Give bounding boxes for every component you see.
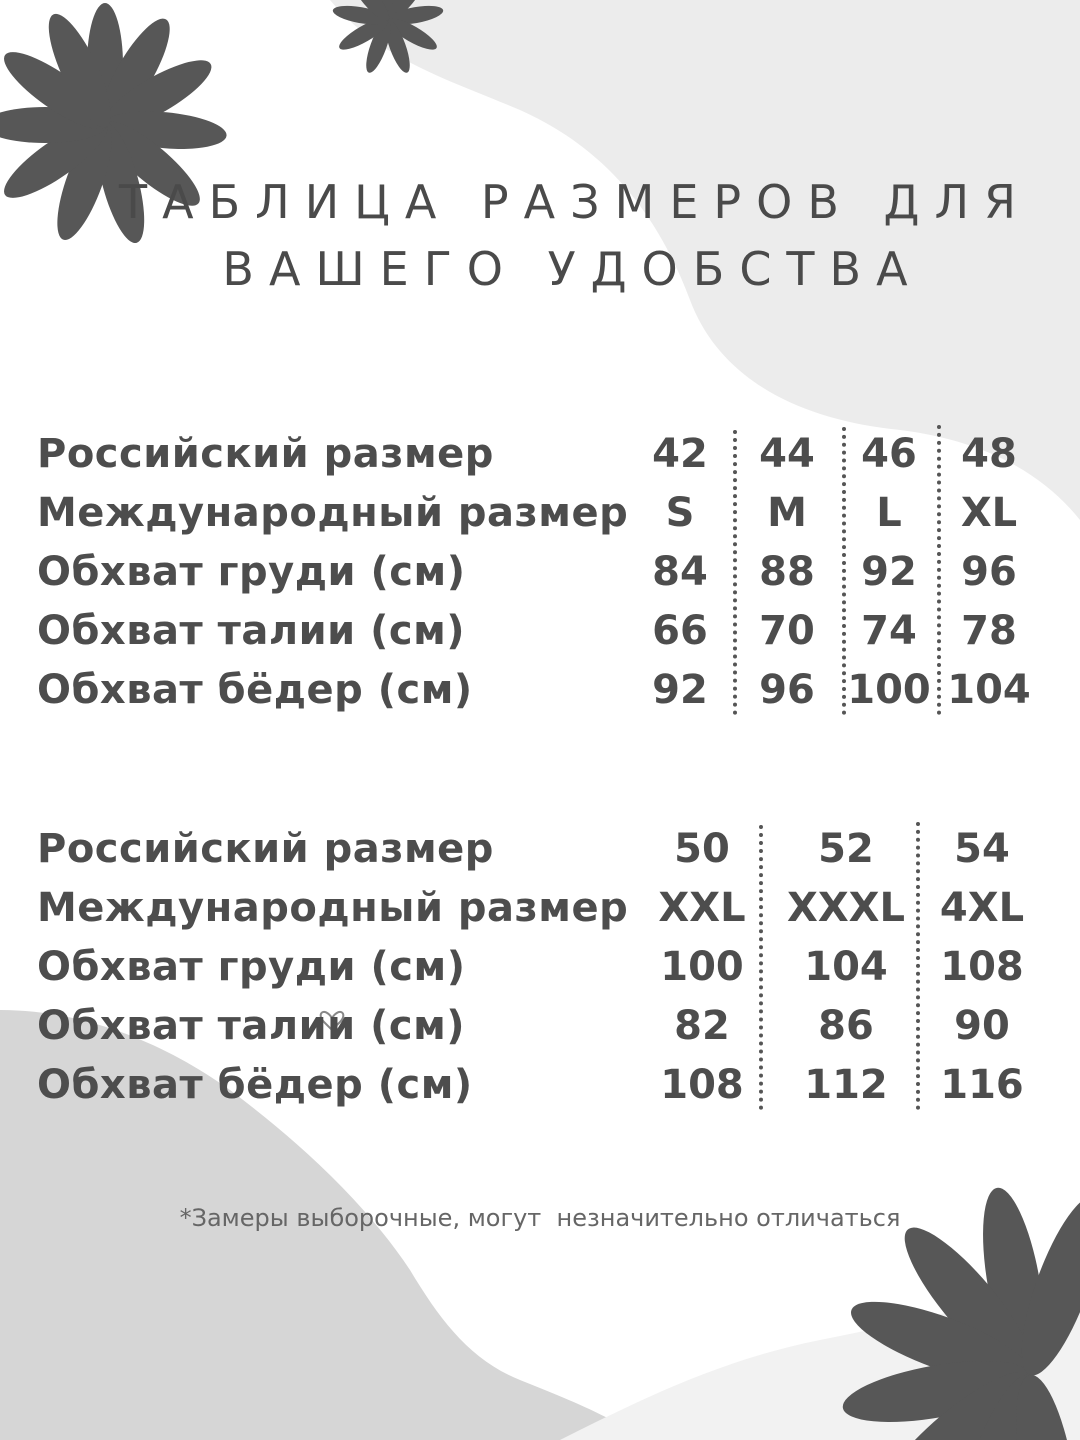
- column-divider: [842, 427, 846, 715]
- table-row: [0, 602, 1080, 660]
- table-row: [0, 425, 1080, 483]
- size-cell: XL: [960, 490, 1018, 536]
- size-cell: 84: [652, 549, 708, 595]
- size-cell: 74: [861, 608, 917, 654]
- size-cell: 116: [940, 1062, 1024, 1108]
- size-cell: 48: [961, 431, 1017, 477]
- size-cell: XXXL: [786, 885, 906, 931]
- footnote: *Замеры выборочные, могут незначительно отличаться: [179, 1204, 901, 1232]
- size-cell: 92: [861, 549, 917, 595]
- size-cell: 54: [954, 826, 1010, 872]
- table-row: [0, 543, 1080, 601]
- size-cell: 42: [652, 431, 708, 477]
- size-cell: M: [767, 490, 807, 536]
- size-cell: 44: [759, 431, 815, 477]
- table-row: [0, 484, 1080, 542]
- row-label: Российский размер: [37, 826, 494, 872]
- size-cell: XXL: [658, 885, 746, 931]
- column-divider: [937, 425, 941, 715]
- size-cell: 96: [759, 667, 815, 713]
- row-label: Обхват талии (см): [37, 1003, 466, 1049]
- size-cell: 4XL: [939, 885, 1025, 931]
- row-label: Обхват бёдер (см): [37, 667, 473, 713]
- size-cell: S: [665, 490, 695, 536]
- column-divider: [916, 822, 920, 1110]
- row-label: Международный размер: [37, 490, 629, 536]
- row-label: Обхват бёдер (см): [37, 1062, 473, 1108]
- size-cell: 46: [861, 431, 917, 477]
- size-cell: 108: [660, 1062, 744, 1108]
- row-label: Обхват талии (см): [37, 608, 466, 654]
- size-cell: 100: [660, 944, 744, 990]
- size-cell: 78: [961, 608, 1017, 654]
- size-cell: 52: [818, 826, 874, 872]
- size-cell: 104: [804, 944, 888, 990]
- size-cell: 88: [759, 549, 815, 595]
- size-cell: 66: [652, 608, 708, 654]
- column-divider: [733, 430, 737, 715]
- size-cell: 92: [652, 667, 708, 713]
- row-label: Обхват груди (см): [37, 549, 466, 595]
- size-cell: 90: [954, 1003, 1010, 1049]
- size-cell: 112: [804, 1062, 888, 1108]
- table-row: [0, 661, 1080, 719]
- size-cell: 82: [674, 1003, 730, 1049]
- size-cell: 70: [759, 608, 815, 654]
- size-cell: 104: [947, 667, 1031, 713]
- size-cell: 86: [818, 1003, 874, 1049]
- size-cell: L: [876, 490, 902, 536]
- row-label: Российский размер: [37, 431, 494, 477]
- size-cell: 108: [940, 944, 1024, 990]
- page-title-line-1: ТАБЛИЦА РАЗМЕРОВ ДЛЯ: [119, 175, 1031, 229]
- size-cell: 50: [674, 826, 730, 872]
- size-cell: 96: [961, 549, 1017, 595]
- row-label: Обхват груди (см): [37, 944, 466, 990]
- page-title-line-2: ВАШЕГО УДОБСТВА: [222, 242, 923, 296]
- column-divider: [759, 825, 763, 1110]
- size-cell: 100: [847, 667, 931, 713]
- row-label: Международный размер: [37, 885, 629, 931]
